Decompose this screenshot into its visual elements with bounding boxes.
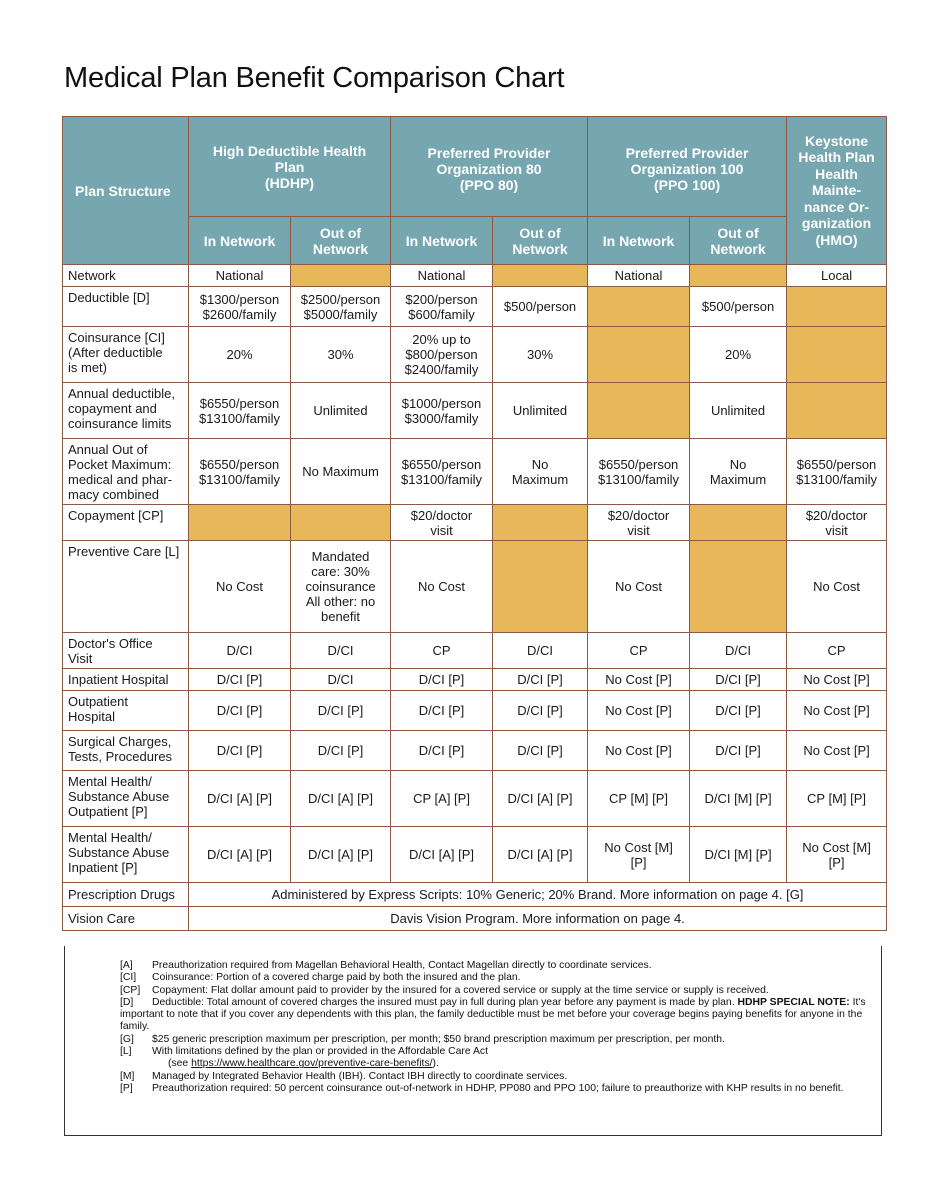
value-cell-ppo100-in xyxy=(588,541,690,633)
value-cell-ppo80-in xyxy=(391,287,493,327)
footnote-l: [L] With limitations defined by the plan or provided in the Affordable Care Act xyxy=(120,1046,488,1058)
ppo80-out-network-header: Out of Network xyxy=(493,217,588,265)
table-row xyxy=(63,907,887,931)
footnote-d: [D] Deductible: Total amount of covered charges the insured must pay in full during plan year before any payment is made by plan. HDHP SPECIAL NOTE: It's important to note that if you cover any dependents with this plan, the family deductible must be met before your coverage begins paying benefits for anyone in the family. xyxy=(120,996,866,1033)
value-cell-hdhp-in xyxy=(189,771,291,827)
value-cell-hdhp-in xyxy=(189,287,291,327)
not-applicable-cell-ppo100-out xyxy=(690,265,787,287)
cell-line: Local xyxy=(821,268,853,283)
not-applicable-cell-ppo100-in xyxy=(588,287,690,327)
cell-line: $20/doctor xyxy=(410,507,473,523)
table-row xyxy=(63,265,887,287)
table-row xyxy=(63,731,887,771)
row-label-network xyxy=(63,265,189,287)
value-cell-hdhp-in xyxy=(189,827,291,883)
cell-line: $500/person xyxy=(503,299,577,314)
cell-line: D/CI [M] [P] xyxy=(704,847,772,862)
row-label-line: Hospital xyxy=(68,709,115,724)
not-applicable-cell-hmo xyxy=(787,327,887,383)
cell-line: No Cost [M] xyxy=(802,839,871,855)
value-cell-hmo xyxy=(787,505,887,541)
table-row xyxy=(63,505,887,541)
cell-line: $13100/family xyxy=(796,471,878,487)
not-applicable-cell-ppo80-out xyxy=(493,541,588,633)
value-cell-hdhp-in xyxy=(189,633,291,669)
value-cell-ppo100-out xyxy=(690,633,787,669)
cell-line: Maximum xyxy=(511,471,569,487)
value-cell-hdhp-out xyxy=(291,383,391,439)
ppo100-in-network-header: In Network xyxy=(588,217,690,265)
footnote-l-link-line: (see https://www.healthcare.gov/preventive-care-benefits/). xyxy=(168,1058,439,1070)
cell-line: care: 30% xyxy=(311,564,370,579)
cell-line: Mandated xyxy=(311,549,370,564)
cell-line: No Cost [M] xyxy=(604,839,673,855)
cell-line: $6550/person xyxy=(199,395,280,411)
cell-line: D/CI [P] xyxy=(517,672,563,687)
value-cell-hmo xyxy=(787,633,887,669)
value-cell-ppo80-out xyxy=(493,383,588,439)
value-cell-hdhp-out xyxy=(291,439,391,505)
value-cell-ppo80-out xyxy=(493,327,588,383)
cell-line: D/CI [A] [P] xyxy=(206,847,272,862)
row-label-line: Visit xyxy=(68,651,93,666)
cell-line: $13100/family xyxy=(598,471,679,487)
value-cell-ppo100-in xyxy=(588,731,690,771)
cell-line: D/CI [A] [P] xyxy=(409,847,475,862)
cell-line: D/CI [P] xyxy=(216,672,263,687)
row-label-line: Deductible [D] xyxy=(68,290,150,305)
table-row xyxy=(63,691,887,731)
not-applicable-cell-hdhp-out xyxy=(291,265,391,287)
cell-line: visit xyxy=(627,522,650,538)
cell-line: 20% xyxy=(226,347,253,362)
cell-line: National xyxy=(614,268,663,283)
value-cell-ppo100-out xyxy=(690,731,787,771)
cell-line: No Cost xyxy=(216,579,263,594)
cell-line: $6550/person xyxy=(401,456,482,472)
not-applicable-cell-hdhp-out xyxy=(291,505,391,541)
cell-line: D/CI [P] xyxy=(317,743,364,758)
row-label-copayment-cp xyxy=(63,505,189,541)
cell-line: D/CI xyxy=(527,643,554,658)
table-row xyxy=(63,827,887,883)
value-cell-hmo xyxy=(787,827,887,883)
cell-line: No xyxy=(531,456,549,472)
value-cell-ppo80-in xyxy=(391,669,493,691)
cell-line: No xyxy=(729,456,747,472)
row-label-inpatient-hospital xyxy=(63,669,189,691)
cell-line: CP xyxy=(629,643,648,658)
cell-line: D/CI [A] [P] xyxy=(308,847,374,862)
value-cell-ppo100-in xyxy=(588,669,690,691)
cell-line: coinsurance xyxy=(305,579,376,594)
value-cell-ppo100-in xyxy=(588,505,690,541)
row-label-line: is met) xyxy=(68,360,107,375)
row-label-line: Network xyxy=(68,268,116,283)
cell-line: No Cost [P] xyxy=(803,743,870,758)
cell-line: $6550/person xyxy=(199,456,280,472)
cell-line: $2600/family xyxy=(202,306,277,322)
value-cell-hdhp-out xyxy=(291,731,391,771)
row-label-line: Copayment [CP] xyxy=(68,508,164,523)
cell-line: No Cost [P] xyxy=(605,672,672,687)
value-cell-hdhp-in xyxy=(189,669,291,691)
cell-line: D/CI xyxy=(327,672,354,687)
cell-line: CP [M] [P] xyxy=(609,791,669,806)
preventive-care-link[interactable]: https://www.healthcare.gov/preventive-care-benefits/ xyxy=(191,1058,433,1070)
row-label-line: Coinsurance [CI] xyxy=(68,330,165,345)
not-applicable-cell-hdhp-in xyxy=(189,505,291,541)
row-label-line: medical and phar- xyxy=(68,472,173,487)
cell-line: No Cost xyxy=(813,579,861,594)
cell-line: Unlimited xyxy=(710,403,766,418)
row-label-line: Doctor's Office xyxy=(68,636,153,651)
value-cell-ppo100-in xyxy=(588,439,690,505)
page-title: Medical Plan Benefit Comparison Chart xyxy=(64,62,565,94)
row-label-coinsurance-ci xyxy=(63,327,189,383)
cell-line: No Maximum xyxy=(302,464,379,479)
footnotes-box xyxy=(64,946,882,1136)
value-cell-hmo xyxy=(787,541,887,633)
cell-line: $20/doctor xyxy=(607,507,670,523)
value-cell-hdhp-in xyxy=(189,439,291,505)
cell-line: D/CI [M] [P] xyxy=(704,791,772,806)
cell-line: D/CI [A] [P] xyxy=(206,791,272,806)
benefit-table-body xyxy=(63,265,887,931)
cell-line: $6550/person xyxy=(796,456,877,472)
footnotes xyxy=(120,960,880,1095)
cell-line: D/CI [P] xyxy=(517,703,563,718)
value-cell-hdhp-in xyxy=(189,731,291,771)
row-label-line: Inpatient Hospital xyxy=(68,672,169,687)
table-row xyxy=(63,883,887,907)
value-cell-hdhp-out xyxy=(291,327,391,383)
not-applicable-cell-ppo80-out xyxy=(493,265,588,287)
value-cell-hdhp-out xyxy=(291,669,391,691)
table-row xyxy=(63,383,887,439)
row-label-line: macy combined xyxy=(68,487,160,502)
value-cell-ppo100-in xyxy=(588,827,690,883)
hmo-header: Keystone Health Plan Health Mainte- nance Or- ganization (HMO) xyxy=(787,117,887,265)
cell-line: $5000/family xyxy=(303,306,378,322)
row-label-outpatient xyxy=(63,691,189,731)
cell-line: No Cost [P] xyxy=(605,743,672,758)
cell-line: $20/doctor xyxy=(805,507,868,523)
value-cell-ppo80-in xyxy=(391,691,493,731)
cell-line: D/CI xyxy=(226,643,253,658)
row-label-line: (After deductible xyxy=(68,345,163,360)
cell-line: No Cost [P] xyxy=(605,703,672,718)
value-cell-hdhp-in xyxy=(189,383,291,439)
value-cell-ppo80-in xyxy=(391,827,493,883)
cell-line: visit xyxy=(430,522,453,538)
cell-line: visit xyxy=(825,522,848,538)
row-label-mental-health xyxy=(63,771,189,827)
row-label-line: Surgical Charges, xyxy=(68,734,172,749)
not-applicable-cell-ppo100-in xyxy=(588,383,690,439)
row-label-deductible-d xyxy=(63,287,189,327)
row-label-line: Outpatient [P] xyxy=(68,804,148,819)
footnote-ci: [CI] Coinsurance: Portion of a covered charge paid by both the insured and the plan. xyxy=(120,972,521,984)
row-label-prescription-drugs: Prescription Drugs xyxy=(63,883,189,907)
value-cell-hmo xyxy=(787,691,887,731)
value-cell-ppo100-out xyxy=(690,439,787,505)
value-cell-hdhp-out xyxy=(291,827,391,883)
cell-line: $2500/person xyxy=(300,291,381,307)
benefit-table-wrapper xyxy=(62,116,886,931)
value-cell-ppo80-in xyxy=(391,439,493,505)
value-cell-ppo100-in xyxy=(588,265,690,287)
value-cell-ppo80-out xyxy=(493,633,588,669)
value-cell-ppo100-in xyxy=(588,633,690,669)
cell-line: No Cost xyxy=(418,579,465,594)
value-cell-hmo xyxy=(787,771,887,827)
cell-line: D/CI [P] xyxy=(216,743,263,758)
value-cell-ppo80-in xyxy=(391,771,493,827)
row-label-line: Pocket Maximum: xyxy=(68,457,172,472)
cell-line: Unlimited xyxy=(512,403,568,418)
row-label-line: Substance Abuse xyxy=(68,789,170,804)
cell-line: [P] xyxy=(828,854,845,870)
value-cell-hdhp-out xyxy=(291,541,391,633)
cell-line: $13100/family xyxy=(199,471,280,487)
row-label-vision-care: Vision Care xyxy=(63,907,189,931)
table-row xyxy=(63,439,887,505)
value-cell-ppo100-out xyxy=(690,771,787,827)
cell-line: D/CI [P] xyxy=(517,743,563,758)
cell-line: Unlimited xyxy=(313,403,368,418)
value-cell-hmo xyxy=(787,731,887,771)
cell-line: D/CI [P] xyxy=(317,703,364,718)
value-cell-hdhp-out xyxy=(291,691,391,731)
not-applicable-cell-ppo80-out xyxy=(493,505,588,541)
value-cell-ppo80-out xyxy=(493,287,588,327)
value-cell-ppo80-out xyxy=(493,771,588,827)
cell-line: $2400/family xyxy=(404,362,479,377)
cell-line: CP xyxy=(432,643,451,658)
cell-line: D/CI xyxy=(327,643,354,658)
cell-line: D/CI [A] [P] xyxy=(507,847,573,862)
value-cell-ppo80-in xyxy=(391,731,493,771)
value-cell-hmo xyxy=(787,669,887,691)
row-label-line: Mental Health/ xyxy=(68,830,152,845)
cell-line: CP xyxy=(827,643,846,658)
footnote-g: [G] $25 generic prescription maximum per prescription, per month; $50 brand prescription maximum per prescription, per month. xyxy=(120,1033,725,1045)
cell-line: D/CI [P] xyxy=(715,672,761,687)
row-label-line: Annual Out of xyxy=(68,442,148,457)
cell-line: No Cost [P] xyxy=(803,672,870,687)
row-label-line: Tests, Procedures xyxy=(68,749,173,764)
value-cell-ppo80-in xyxy=(391,383,493,439)
cell-line: D/CI [A] [P] xyxy=(308,791,374,806)
cell-line: D/CI [P] xyxy=(216,703,263,718)
value-cell-hdhp-in xyxy=(189,691,291,731)
cell-line: $800/person xyxy=(405,347,478,362)
ppo100-header: Preferred Provider Organization 100 (PPO 100) xyxy=(588,117,787,217)
footnote-a: [A] Preauthorization required from Magellan Behavioral Health, Contact Magellan directly to coordinate services. xyxy=(120,960,652,971)
span-value-prescription-drugs: Administered by Express Scripts: 10% Generic; 20% Brand. More information on page 4. [G] xyxy=(189,883,887,907)
value-cell-ppo100-out xyxy=(690,827,787,883)
cell-line: National xyxy=(417,268,466,283)
span-value-vision-care: Davis Vision Program. More information on page 4. xyxy=(189,907,887,931)
not-applicable-cell-ppo100-out xyxy=(690,541,787,633)
row-label-annual-deductible xyxy=(63,383,189,439)
value-cell-hmo xyxy=(787,265,887,287)
cell-line: Maximum xyxy=(709,471,767,487)
cell-line: 30% xyxy=(327,347,354,362)
table-row xyxy=(63,327,887,383)
value-cell-ppo80-in xyxy=(391,327,493,383)
value-cell-ppo80-out xyxy=(493,669,588,691)
row-label-line: Mental Health/ xyxy=(68,774,152,789)
value-cell-ppo100-out xyxy=(690,327,787,383)
row-label-line: Preventive Care [L] xyxy=(68,544,180,559)
cell-line: 20% xyxy=(725,347,752,362)
value-cell-ppo80-out xyxy=(493,731,588,771)
value-cell-ppo100-in xyxy=(588,771,690,827)
value-cell-ppo80-in xyxy=(391,633,493,669)
value-cell-hdhp-out xyxy=(291,771,391,827)
row-label-line: Inpatient [P] xyxy=(68,860,138,875)
cell-line: 30% xyxy=(527,347,554,362)
not-applicable-cell-ppo100-out xyxy=(690,505,787,541)
value-cell-ppo100-out xyxy=(690,287,787,327)
cell-line: CP [A] [P] xyxy=(413,791,470,806)
value-cell-hmo xyxy=(787,439,887,505)
table-row xyxy=(63,633,887,669)
cell-line: $1300/person xyxy=(199,291,280,307)
value-cell-ppo80-in xyxy=(391,505,493,541)
hdhp-header: High Deductible Health Plan (HDHP) xyxy=(189,117,391,217)
cell-line: $500/person xyxy=(701,299,775,314)
footnote-p: [P] Preauthorization required: 50 percent coinsurance out-of-network in HDHP, PP080 and PPO 100; failure to preauthorize with KHP results in no benefit. xyxy=(120,1082,844,1094)
cell-line: No Cost xyxy=(615,579,663,594)
table-row xyxy=(63,669,887,691)
table-row xyxy=(63,771,887,827)
benefit-comparison-table xyxy=(62,116,887,931)
cell-line: $6550/person xyxy=(598,456,679,472)
plan-structure-header: Plan Structure xyxy=(63,117,189,265)
value-cell-ppo80-out xyxy=(493,439,588,505)
hdhp-out-network-header: Out of Network xyxy=(291,217,391,265)
cell-line: D/CI [A] [P] xyxy=(507,791,573,806)
not-applicable-cell-hmo xyxy=(787,287,887,327)
row-label-line: Substance Abuse xyxy=(68,845,170,860)
cell-line: D/CI xyxy=(725,643,752,658)
cell-line: [P] xyxy=(630,854,647,870)
value-cell-ppo100-out xyxy=(690,691,787,731)
cell-line: 20% up to xyxy=(412,332,471,347)
row-label-mental-health xyxy=(63,827,189,883)
cell-line: $200/person xyxy=(405,291,478,307)
ppo80-header: Preferred Provider Organization 80 (PPO 80) xyxy=(391,117,588,217)
cell-line: D/CI [P] xyxy=(418,703,465,718)
cell-line: No Cost [P] xyxy=(803,703,870,718)
row-label-preventive-care-l xyxy=(63,541,189,633)
value-cell-ppo80-in xyxy=(391,265,493,287)
footnote-cp: [CP] Copayment: Flat dollar amount paid to provider by the insured for a covered service or supply at the time service or supply is received. xyxy=(120,984,769,996)
value-cell-ppo100-out xyxy=(690,669,787,691)
table-row xyxy=(63,541,887,633)
table-row xyxy=(63,287,887,327)
row-label-doctor-s-office xyxy=(63,633,189,669)
cell-line: $600/family xyxy=(408,306,475,322)
cell-line: CP [M] [P] xyxy=(807,791,867,806)
value-cell-hdhp-out xyxy=(291,633,391,669)
row-label-line: coinsurance limits xyxy=(68,416,172,431)
value-cell-ppo80-in xyxy=(391,541,493,633)
value-cell-hdhp-out xyxy=(291,287,391,327)
not-applicable-cell-ppo100-in xyxy=(588,327,690,383)
cell-line: $13100/family xyxy=(401,471,482,487)
value-cell-ppo80-out xyxy=(493,827,588,883)
footnote-m: [M] Managed by Integrated Behavior Health (IBH). Contact IBH directly to coordinate services. xyxy=(120,1070,568,1082)
cell-line: D/CI [P] xyxy=(715,703,761,718)
cell-line: D/CI [P] xyxy=(418,672,465,687)
hdhp-in-network-header: In Network xyxy=(189,217,291,265)
ppo80-in-network-header: In Network xyxy=(391,217,493,265)
cell-line: $3000/family xyxy=(404,410,479,426)
row-label-surgical-charges xyxy=(63,731,189,771)
row-label-annual-out-of xyxy=(63,439,189,505)
not-applicable-cell-hmo xyxy=(787,383,887,439)
value-cell-ppo100-out xyxy=(690,383,787,439)
value-cell-hdhp-in xyxy=(189,265,291,287)
value-cell-ppo80-out xyxy=(493,691,588,731)
cell-line: $1000/person xyxy=(401,395,482,411)
value-cell-hdhp-in xyxy=(189,541,291,633)
cell-line: D/CI [P] xyxy=(418,743,465,758)
row-label-line: Outpatient xyxy=(68,694,128,709)
cell-line: D/CI [P] xyxy=(715,743,761,758)
row-label-line: Annual deductible, xyxy=(68,386,175,401)
cell-line: $13100/family xyxy=(199,410,280,426)
row-label-line: copayment and xyxy=(68,401,157,416)
value-cell-hdhp-in xyxy=(189,327,291,383)
ppo100-out-network-header: Out of Network xyxy=(690,217,787,265)
cell-line: All other: no xyxy=(305,594,376,609)
cell-line: National xyxy=(215,268,264,283)
value-cell-ppo100-in xyxy=(588,691,690,731)
cell-line: benefit xyxy=(320,609,361,624)
